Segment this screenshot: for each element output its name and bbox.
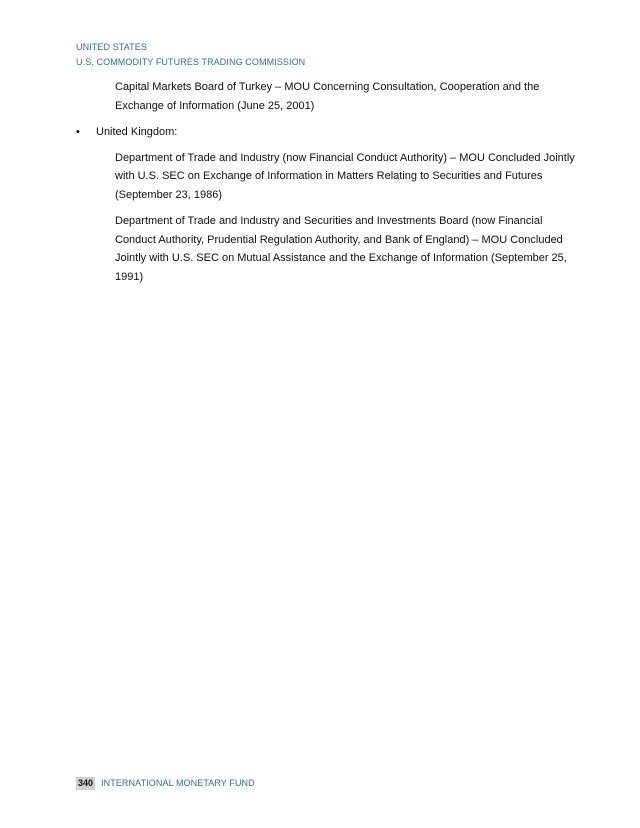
page-footer — [76, 777, 255, 790]
document-body — [76, 78, 576, 286]
bullet-icon: • — [76, 126, 80, 138]
mou-uk-1986-paragraph: Department of Trade and Industry (now Financial Conduct Authority) – MOU Concluded Jointly with U.S. SEC on Exchange of Information in Matters Relating to Securities and Futures (September 23, 1986) — [115, 151, 575, 201]
bullet-united-kingdom — [76, 123, 576, 142]
bullet-label: United Kingdom: — [96, 126, 178, 138]
running-header — [76, 40, 305, 70]
mou-uk-1991-paragraph: Department of Trade and Industry and Securities and Investments Board (now Financial Conduct Authority, Prudential Regulation Authority, and Bank of England) – MOU Concluded Jointly with U.S. SEC on Mutual Assistance and the Exchange of Information (September 25, 1991) — [115, 215, 567, 283]
header-agency: U.S. COMMODITY FUTURES TRADING COMMISSION — [76, 57, 306, 67]
footer-publisher: INTERNATIONAL MONETARY FUND — [101, 778, 255, 788]
mou-turkey-paragraph: Capital Markets Board of Turkey – MOU Concerning Consultation, Cooperation and the Exchange of Information (June 25, 2001) — [115, 81, 540, 112]
page-number: 340 — [78, 778, 94, 788]
header-country: UNITED STATES — [76, 42, 147, 52]
